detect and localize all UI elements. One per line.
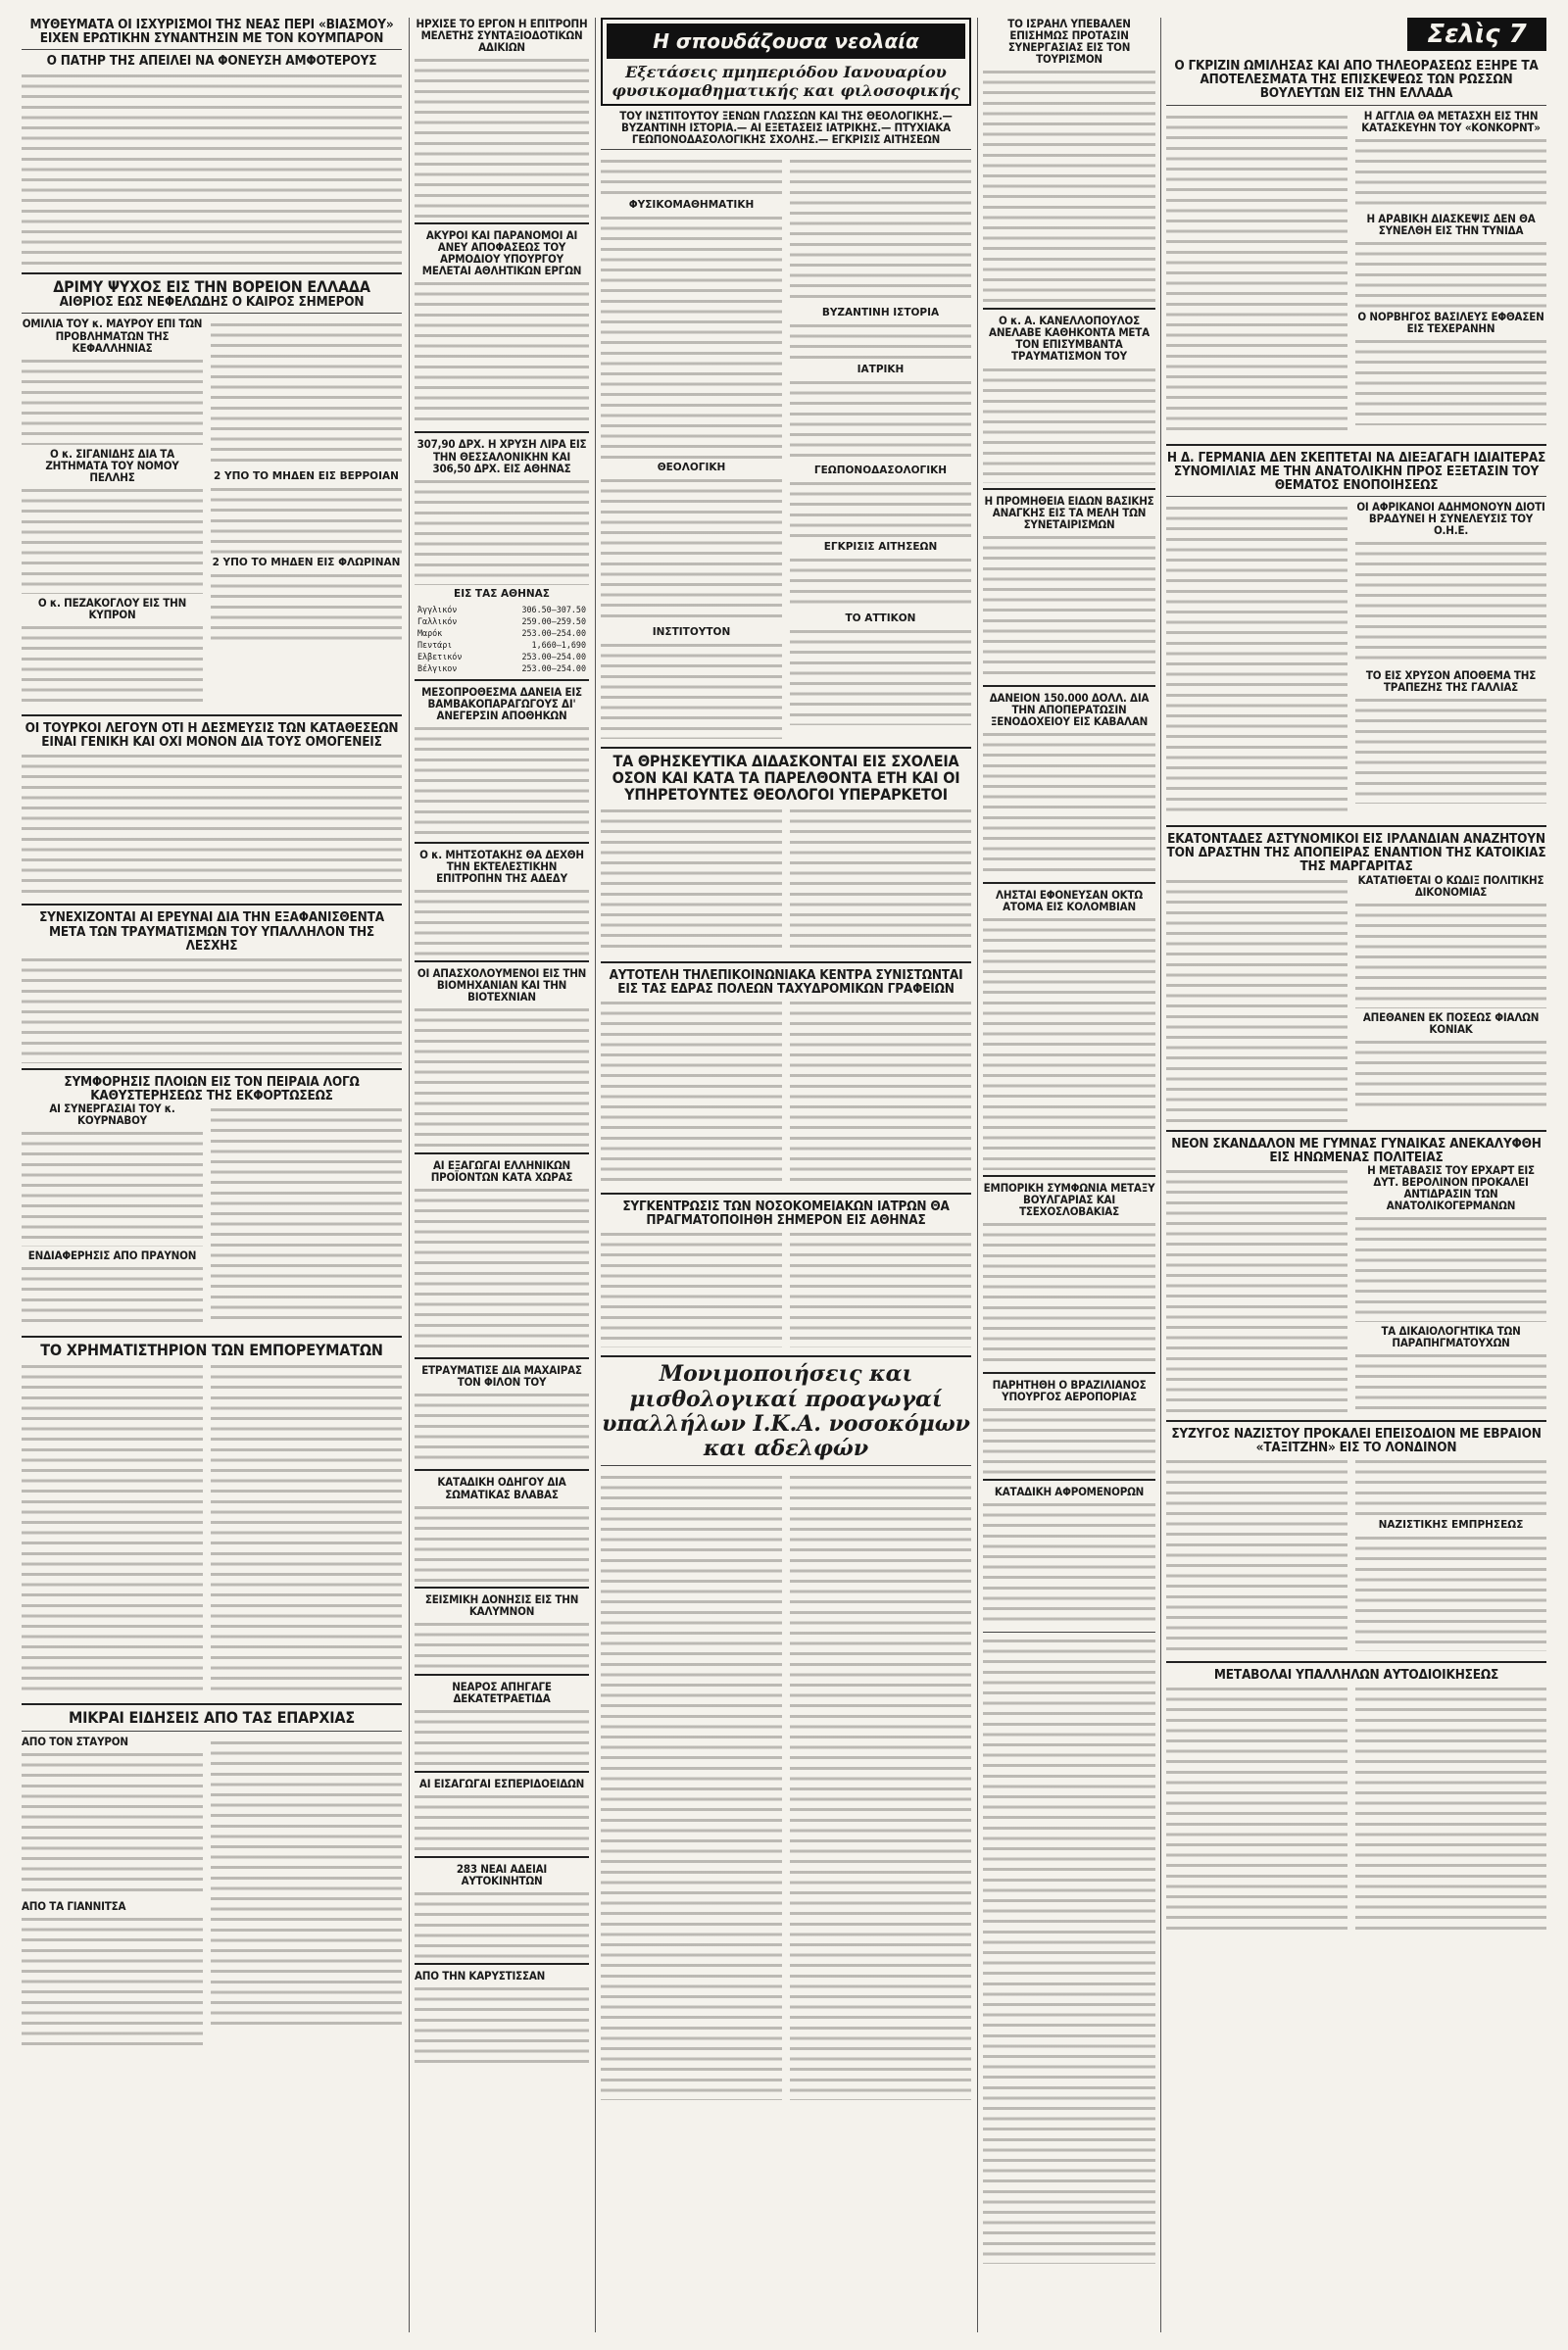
article-body bbox=[1355, 1534, 1546, 1651]
headline: ΗΡΧΙΣΕ ΤΟ ΕΡΓΟΝ Η ΕΠΙΤΡΟΠΗ ΜΕΛΕΤΗΣ ΣΥΝΤΑΞΙΟΔΟΤΙΚΩΝ ΑΔΙΚΙΩΝ bbox=[416, 18, 588, 55]
article-body bbox=[415, 56, 589, 218]
headline: Μονιμοποιήσεις και μισθολογικαί προαγωγαί υπαλλήλων Ι.Κ.Α. νοσοκόμων και αδελφών bbox=[602, 1361, 970, 1462]
article-body bbox=[983, 1500, 1155, 1628]
headline: Η ΑΡΑΒΙΚΗ ΔΙΑΣΚΕΨΙΣ ΔΕΝ ΘΑ ΣΥΝΕΛΘΗ ΕΙΣ ΤΗΝ ΤΥΝΙΔΑ bbox=[1366, 211, 1536, 237]
headline: ΕΚΑΤΟΝΤΑΔΕΣ ΑΣΤΥΝΟΜΙΚΟΙ ΕΙΣ ΙΡΛΑΝΔΙΑΝ ΑΝΑΖΗΤΟΥΝ ΤΟΝ ΔΡΑΣΤΗΝ ΤΗΣ ΑΠΟΠΕΙΡΑΣ ΕΝΑΝΤΙΟΝ ΤΗΣ ΚΑΤΟΙΚΙΑΣ ΤΗΣ ΜΑΡΓΑΡΙΤΑΣ bbox=[1166, 831, 1546, 875]
article-body bbox=[415, 1005, 589, 1148]
headline: Ο ΝΟΡΒΗΓΟΣ ΒΑΣΙΛΕΥΣ ΕΦΘΑΣΕΝ ΕΙΣ ΤΕΧΕΡΑΝΗΝ bbox=[1357, 309, 1544, 335]
article-body bbox=[983, 533, 1155, 680]
article-body bbox=[1355, 1351, 1546, 1410]
headline: ΕΤΡΑΥΜΑΤΙΣΕ ΔΙΑ ΜΑΧΑΙΡΑΣ ΤΟΝ ΦΙΛΟΝ ΤΟΥ bbox=[421, 1363, 582, 1390]
article-body bbox=[790, 556, 971, 610]
headline: 307,90 ΔΡΧ. Η ΧΡΥΣΗ ΛΙΡΑ ΕΙΣ ΤΗΝ ΘΕΣΣΑΛΟΝΙΚΗΝ ΚΑΙ 306,50 ΔΡΧ. ΕΙΣ ΑΘΗΝΑΣ bbox=[416, 437, 587, 475]
section-heading: ΒΥΖΑΝΤΙΝΗ ΙΣΤΟΡΙΑ bbox=[821, 307, 940, 319]
gold-prices-table bbox=[415, 604, 589, 674]
headline: ΤΑ ΔΙΚΑΙΟΛΟΓΗΤΙΚΑ ΤΩΝ ΠΑΡΑΠΗΓΜΑΤΟΥΧΩΝ bbox=[1381, 1324, 1521, 1350]
article-body bbox=[22, 623, 203, 707]
article-body bbox=[415, 477, 589, 585]
article-body bbox=[1355, 901, 1546, 1008]
section-heading: ΓΕΩΠΟΝΟΔΑΣΟΛΟΓΙΚΗ bbox=[813, 465, 948, 477]
article-body bbox=[415, 1792, 589, 1851]
column-4 bbox=[983, 18, 1155, 2332]
table-row: Άγγλικόν 306.50—307.50 bbox=[417, 604, 586, 614]
article-body bbox=[22, 486, 203, 594]
headline: ΜΕΣΟΠΡΟΘΕΣΜΑ ΔΑΝΕΙΑ ΕΙΣ ΒΑΜΒΑΚΟΠΑΡΑΓΩΓΟΥΣ ΔΙ' ΑΝΕΓΕΡΣΙΝ ΑΠΟΘΗΚΩΝ bbox=[421, 684, 582, 722]
article-body bbox=[601, 1230, 782, 1347]
article-body bbox=[22, 955, 402, 1063]
article-body bbox=[415, 1391, 589, 1464]
section-heading: ΦΥΣΙΚΟΜΑΘΗΜΑΤΙΚΗ bbox=[628, 199, 755, 212]
column-2 bbox=[415, 18, 589, 2332]
article-body bbox=[22, 1750, 203, 1897]
table-row: Βέλγικον 253.00—254.00 bbox=[417, 662, 586, 673]
prices-title: ΕΙΣ ΤΑΣ ΑΘΗΝΑΣ bbox=[454, 587, 550, 600]
article-body bbox=[983, 1637, 1155, 2264]
headline: ΟΙ ΤΟΥΡΚΟΙ ΛΕΓΟΥΝ ΟΤΙ Η ΔΕΣΜΕΥΣΙΣ ΤΩΝ ΚΑΤΑΘΕΣΕΩΝ ΕΙΝΑΙ ΓΕΝΙΚΗ ΚΑΙ ΟΧΙ ΜΟΝΟΝ ΔΙΑ ΤΟΥΣ ΟΜΟΓΕΝΕΙΣ bbox=[24, 719, 399, 751]
article-body bbox=[790, 999, 971, 1185]
article-body bbox=[1355, 239, 1546, 308]
article-body bbox=[790, 378, 971, 462]
headline: Ο κ. ΣΙΓΑΝΙΔΗΣ ΔΙΑ ΤΑ ΖΗΤΗΜΑΤΑ ΤΟΥ ΝΟΜΟΥ ΠΕΛΛΗΣ bbox=[45, 446, 179, 484]
headline: ΚΑΤΑΔΙΚΗ ΑΦΡΟΜΕΝΟΡΩΝ bbox=[994, 1485, 1145, 1499]
article-body bbox=[211, 571, 402, 640]
article-body bbox=[415, 279, 589, 426]
headline: ΔΑΝΕΙΟΝ 150.000 ΔΟΛΛ. ΔΙΑ ΤΗΝ ΑΠΟΠΕΡΑΤΩΣΙΝ ΞΕΝΟΔΟΧΕΙΟΥ ΕΙΣ ΚΑΒΑΛΑΝ bbox=[989, 690, 1150, 728]
headline: Η ΠΡΟΜΗΘΕΙΑ ΕΙΔΩΝ ΒΑΣΙΚΗΣ ΑΝΑΓΚΗΣ ΕΙΣ ΤΑ ΜΕΛΗ ΤΩΝ ΣΥΝΕΤΑΙΡΙΣΜΩΝ bbox=[984, 493, 1154, 531]
article-body bbox=[1355, 696, 1546, 804]
article-body bbox=[983, 1220, 1155, 1367]
article-body bbox=[415, 1186, 589, 1352]
article-body bbox=[1166, 1167, 1348, 1412]
headline: ΚΑΤΑΤΙΘΕΤΑΙ Ο ΚΩΔΙΞ ΠΟΛΙΤΙΚΗΣ ΔΙΚΟΝΟΜΙΑΣ bbox=[1357, 872, 1544, 899]
headline: ΛΗΣΤΑΙ ΕΦΟΝΕΥΣΑΝ ΟΚΤΩ ΑΤΟΜΑ ΕΙΣ ΚΟΛΟΜΒΙΑΝ bbox=[996, 887, 1143, 913]
headline: ΑΠΟ ΤΑ ΓΙΑΝΝΙΤΣΑ bbox=[22, 1899, 126, 1914]
headline: Ο κ. ΜΗΤΣΟΤΑΚΗΣ ΘΑ ΔΕΧΘΗ ΤΗΝ ΕΚΤΕΛΕΣΤΙΚΗΝ ΕΠΙΤΡΟΠΗΝ ΤΗΣ ΑΔΕΔΥ bbox=[419, 847, 584, 885]
article-body bbox=[22, 1915, 203, 2052]
article-body bbox=[211, 320, 402, 467]
article-body bbox=[415, 1620, 589, 1669]
article-body bbox=[211, 1738, 402, 2032]
article-body bbox=[1355, 539, 1546, 666]
headline: ΑΙ ΕΞΑΓΩΓΑΙ ΕΛΛΗΝΙΚΩΝ ΠΡΟΪΟΝΤΩΝ ΚΑΤΑ ΧΩΡΑΣ bbox=[430, 1158, 573, 1185]
article-body bbox=[22, 1362, 203, 1695]
headline: ΠΑΡΗΤΗΘΗ Ο ΒΡΑΖΙΛΙΑΝΟΣ ΥΠΟΥΡΓΟΣ ΑΕΡΟΠΟΡΙΑΣ bbox=[992, 1378, 1147, 1404]
article-body bbox=[790, 479, 971, 538]
article-body bbox=[415, 887, 589, 955]
feature-banner bbox=[601, 18, 971, 106]
headline: ΑΠΟ ΤΟΝ ΣΤΑΥΡΟΝ bbox=[22, 1734, 128, 1748]
headline: ΤΟΥ ΙΝΣΤΙΤΟΥΤΟΥ ΞΕΝΩΝ ΓΛΩΣΣΩΝ ΚΑΙ ΤΗΣ ΘΕΟΛΟΓΙΚΗΣ.— ΒΥΖΑΝΤΙΝΗ ΙΣΤΟΡΙΑ.— ΑΙ ΕΞΕΤΑΣΕΙΣ ΙΑΤΡΙΚΗΣ.— ΠΤΥΧΙΑΚΑ ΓΕΩΠΟΝΟΔΑΣΟΛΟΓΙΚΗΣ ΣΧΟΛΗΣ.— ΕΓΚΡΙΣΙΣ ΑΙΤΗΣΕΩΝ bbox=[619, 109, 953, 147]
article-body bbox=[415, 1889, 589, 1958]
article-body bbox=[1166, 113, 1348, 436]
headline: ΜΕΤΑΒΟΛΑΙ ΥΠΑΛΛΗΛΩΝ ΑΥΤΟΔΙΟΙΚΗΣΕΩΣ bbox=[1213, 1667, 1499, 1684]
article-body bbox=[415, 1984, 589, 2063]
section-heading: ΕΓΚΡΙΣΙΣ ΑΙΤΗΣΕΩΝ bbox=[823, 541, 938, 554]
headline: ΝΕΟΝ ΣΚΑΝΔΑΛΟΝ ΜΕ ΓΥΜΝΑΣ ΓΥΝΑΙΚΑΣ ΑΝΕΚΑΛΥΦΘΗ ΕΙΣ ΗΝΩΜΕΝΑΣ ΠΟΛΙΤΕΙΑΣ bbox=[1171, 1135, 1542, 1165]
subheading: 2 ΥΠΟ ΤΟ ΜΗΔΕΝ ΕΙΣ ΒΕΡΡΟΙΑΝ bbox=[214, 470, 399, 483]
headline: ΑΙ ΣΥΝΕΡΓΑΣΙΑΙ ΤΟΥ κ. ΚΟΥΡΝΑΒΟΥ bbox=[49, 1102, 175, 1128]
headline: ΟΙ ΑΦΡΙΚΑΝΟΙ ΑΔΗΜΟΝΟΥΝ ΔΙΟΤΙ ΒΡΑΔΥΝΕΙ Η ΣΥΝΕΛΕΥΣΙΣ ΤΟΥ Ο.Η.Ε. bbox=[1356, 500, 1545, 538]
article-body bbox=[1355, 1038, 1546, 1106]
headline: ΑΠΕΘΑΝΕΝ ΕΚ ΠΟΣΕΩΣ ΦΙΑΛΩΝ ΚΟΝΙΑΚ bbox=[1362, 1009, 1540, 1036]
article-body bbox=[1355, 136, 1546, 210]
article-body bbox=[983, 68, 1155, 303]
article-body bbox=[1166, 504, 1348, 817]
headline: Ο ΠΑΤΗΡ ΤΗΣ ΑΠΕΙΛΕΙ ΝΑ ΦΟΝΕΥΣΗ ΑΜΦΟΤΕΡΟΥΣ bbox=[46, 53, 377, 70]
headline: ΣΥΝΕΧΙΖΟΝΤΑΙ ΑΙ ΕΡΕΥΝΑΙ ΔΙΑ ΤΗΝ ΕΞΑΦΑΝΙΣΘΕΝΤΑ ΜΕΤΑ ΤΩΝ ΤΡΑΥΜΑΤΙΣΜΩΝ ΤΟΥ ΥΠΑΛΛΗΛΟΝ ΤΗΣ ΛΕΣΧΗΣ bbox=[39, 909, 384, 954]
headline: ΕΝΔΙΑΦΕΡΗΣΙΣ ΑΠΟ ΠΡΑΥΝΟΝ bbox=[27, 1248, 197, 1263]
headline: ΑΥΤΟΤΕΛΗ ΤΗΛΕΠΙΚΟΙΝΩΝΙΑΚΑ ΚΕΝΤΡΑ ΣΥΝΙΣΤΩΝΤΑΙ ΕΙΣ ΤΑΣ ΕΔΡΑΣ ΠΟΛΕΩΝ ΤΑΧΥΔΡΟΜΙΚΩΝ ΓΡΑΦΕΙΩΝ bbox=[609, 966, 963, 997]
headline: ΚΑΤΑΔΙΚΗ ΟΔΗΓΟΥ ΔΙΑ ΣΩΜΑΤΙΚΑΣ ΒΛΑΒΑΣ bbox=[437, 1475, 566, 1501]
table-row: Ελβετικόν 253.00—254.00 bbox=[417, 651, 586, 661]
headline: ΜΙΚΡΑΙ ΕΙΔΗΣΕΙΣ ΑΠΟ ΤΑΣ ΕΠΑΡΧΙΑΣ bbox=[69, 1708, 355, 1728]
table-row: Γαλλικόν 259.00—259.50 bbox=[417, 615, 586, 626]
article-body bbox=[415, 724, 589, 837]
column-1 bbox=[22, 18, 402, 2332]
article-body bbox=[601, 214, 782, 459]
article-body bbox=[22, 357, 203, 445]
article-body bbox=[211, 1105, 402, 1321]
column-5 bbox=[1166, 18, 1546, 2332]
banner-subtitle: Εξετάσεις πμηπεριόδου Ιανουαρίου φυσικομαθηματικής και φιλοσοφικής bbox=[612, 63, 960, 100]
article-body bbox=[415, 1503, 589, 1582]
article-body bbox=[211, 485, 402, 554]
article-body bbox=[1355, 1214, 1546, 1322]
article-body bbox=[790, 1230, 971, 1347]
headline: ΑΚΥΡΟΙ ΚΑΙ ΠΑΡΑΝΟΜΟΙ ΑΙ ΑΝΕΥ ΑΠΟΦΑΣΕΩΣ ΤΟΥ ΑΡΜΟΔΙΟΥ ΥΠΟΥΡΓΟΥ ΜΕΛΕΤΑΙ ΑΘΛΗΤΙΚΩΝ ΕΡΓΩΝ bbox=[421, 228, 582, 278]
headline: ΣΕΙΣΜΙΚΗ ΔΟΝΗΣΙΣ ΕΙΣ ΤΗΝ ΚΑΛΥΜΝΟΝ bbox=[424, 1591, 579, 1618]
article-body bbox=[983, 366, 1155, 483]
article-body bbox=[601, 476, 782, 623]
article-body bbox=[790, 157, 971, 304]
subheading: ΝΑΖΙΣΤΙΚΗΣ ΕΜΠΡΗΣΕΩΣ bbox=[1378, 1519, 1524, 1532]
article-body bbox=[415, 1707, 589, 1766]
headline: ΟΜΙΛΙΑ ΤΟΥ κ. ΜΑΥΡΟΥ ΕΠΙ ΤΩΝ ΠΡΟΒΛΗΜΑΤΩΝ ΤΗΣ ΚΕΦΑΛΛΗΝΙΑΣ bbox=[22, 317, 203, 355]
article-body bbox=[983, 915, 1155, 1170]
article-body bbox=[22, 752, 402, 899]
headline: ΣΥΓΚΕΝΤΡΩΣΙΣ ΤΩΝ ΝΟΣΟΚΟΜΕΙΑΚΩΝ ΙΑΤΡΩΝ ΘΑ ΠΡΑΓΜΑΤΟΠΟΙΗΘΗ ΣΗΜΕΡΟΝ ΕΙΣ ΑΘΗΝΑΣ bbox=[622, 1198, 950, 1229]
headline: Η ΑΓΓΛΙΑ ΘΑ ΜΕΤΑΣΧΗ ΕΙΣ ΤΗΝ ΚΑΤΑΣΚΕΥΗΝ ΤΟΥ «ΚΟΝΚΟΡΝΤ» bbox=[1361, 108, 1541, 134]
column-3 bbox=[601, 18, 971, 2332]
article-body bbox=[601, 157, 782, 196]
headline: ΔΡΙΜΥ ΨΥΧΟΣ ΕΙΣ ΤΗΝ ΒΟΡΕΙΟΝ ΕΛΛΑΔΑ bbox=[53, 276, 370, 296]
headline: ΑΙΘΡΙΟΣ ΕΩΣ ΝΕΦΕΛΩΔΗΣ Ο ΚΑΙΡΟΣ ΣΗΜΕΡΟΝ bbox=[59, 294, 365, 311]
headline: ΤΟ ΕΙΣ ΧΡΥΣΟΝ ΑΠΟΘΕΜΑ ΤΗΣ ΤΡΑΠΕΖΗΣ ΤΗΣ ΓΑΛΛΙΑΣ bbox=[1365, 668, 1537, 695]
article-body bbox=[1166, 877, 1348, 1122]
section-heading: ΘΕΟΛΟΓΙΚΗ bbox=[657, 462, 726, 474]
headline: 283 ΝΕΑΙ ΑΔΕΙΑΙ ΑΥΤΟΚΙΝΗΤΩΝ bbox=[456, 1861, 548, 1887]
section-heading: ΙΑΤΡΙΚΗ bbox=[857, 364, 905, 376]
article-body bbox=[1166, 1457, 1348, 1653]
headline: Η ΜΕΤΑΒΑΣΙΣ ΤΟΥ ΕΡΧΑΡΤ ΕΙΣ ΔΥΤ. ΒΕΡΟΛΙΝΟΝ ΠΡΟΚΑΛΕΙ ΑΝΤΙΔΡΑΣΙΝ ΤΩΝ ΑΝΑΤΟΛΙΚΟΓΕΡΜΑΝΩΝ bbox=[1367, 1162, 1535, 1213]
article-body bbox=[1166, 1685, 1348, 1930]
column-rule bbox=[409, 18, 410, 2332]
headline: ΟΙ ΑΠΑΣΧΟΛΟΥΜΕΝΟΙ ΕΙΣ ΤΗΝ ΒΙΟΜΗΧΑΝΙΑΝ ΚΑΙ ΤΗΝ ΒΙΟΤΕΧΝΙΑΝ bbox=[416, 966, 587, 1004]
article-body bbox=[601, 641, 782, 739]
headline: ΜΥΘΕΥΜΑΤΑ ΟΙ ΙΣΧΥΡΙΣΜΟΙ ΤΗΣ ΝΕΑΣ ΠΕΡΙ «ΒΙΑΣΜΟΥ» ΕΙΧΕΝ ΕΡΩΤΙΚΗΝ ΣΥΝΑΝΤΗΣΙΝ ΜΕ ΤΟΝ ΚΟΥΜΠΑΡΟΝ bbox=[29, 18, 394, 47]
article-body bbox=[790, 321, 971, 361]
article-body bbox=[22, 72, 402, 268]
headline: ΑΠΟ ΤΗΝ ΚΑΡΥΣΤΙΣΣΑΝ bbox=[415, 1969, 546, 1983]
page-number-tag: Σελὶς 7 bbox=[1407, 18, 1546, 51]
headline: Ο κ. ΠΕΖΑΚΟΓΛΟΥ ΕΙΣ ΤΗΝ ΚΥΠΡΟΝ bbox=[37, 595, 187, 621]
article-body bbox=[22, 1264, 203, 1328]
headline: Ο κ. Α. ΚΑΝΕΛΛΟΠΟΥΛΟΣ ΑΝΕΛΑΒΕ ΚΑΘΗΚΟΝΤΑ ΜΕΤΑ ΤΟΝ ΕΠΙΣΥΜΒΑΝΤΑ ΤΡΑΥΜΑΤΙΣΜΟΝ ΤΟΥ bbox=[989, 314, 1150, 364]
column-rule bbox=[977, 18, 978, 2332]
article-body bbox=[790, 1473, 971, 2100]
article-body bbox=[983, 730, 1155, 877]
article-body bbox=[1355, 337, 1546, 425]
section-heading: ΤΟ ΑΤΤΙΚΟΝ bbox=[845, 612, 916, 625]
column-rule bbox=[595, 18, 596, 2332]
headline: Ο ΓΚΡΙΖΙΝ ΩΜΙΛΗΣΑΣ ΚΑΙ ΑΠΟ ΤΗΛΕΟΡΑΣΕΩΣ ΕΞΗΡΕ ΤΑ ΑΠΟΤΕΛΕΣΜΑΤΑ ΤΗΣ ΕΠΙΣΚΕΨΕΩΣ ΤΩΝ ΡΩΣΣΩΝ ΒΟΥΛΕΥΤΩΝ ΕΙΣ ΤΗΝ ΕΛΛΑΔΑ bbox=[1174, 58, 1539, 102]
section-heading: ΙΝΣΤΙΤΟΥΤΟΝ bbox=[652, 626, 731, 639]
banner-title: Η σπουδάζουσα νεολαία bbox=[607, 24, 965, 59]
headline: ΤΟ ΧΡΗΜΑΤΙΣΤΗΡΙΟΝ ΤΩΝ ΕΜΠΟΡΕΥΜΑΤΩΝ bbox=[40, 1341, 383, 1360]
article-body bbox=[211, 1362, 402, 1695]
headline: ΕΜΠΟΡΙΚΗ ΣΥΜΦΩΝΙΑ ΜΕΤΑΞΥ ΒΟΥΛΓΑΡΙΑΣ ΚΑΙ ΤΣΕΧΟΣΛΟΒΑΚΙΑΣ bbox=[983, 1181, 1155, 1219]
article-body bbox=[790, 627, 971, 725]
article-body bbox=[983, 1405, 1155, 1474]
article-body bbox=[601, 999, 782, 1185]
headline: ΤΟ ΙΣΡΑΗΛ ΥΠΕΒΑΛΕΝ ΕΠΙΣΗΜΩΣ ΠΡΟΤΑΣΙΝ ΣΥΝΕΡΓΑΣΙΑΣ ΕΙΣ ΤΟΝ ΤΟΥΡΙΣΜΟΝ bbox=[1007, 18, 1131, 67]
article-body bbox=[790, 807, 971, 954]
headline: ΣΥΖΥΓΟΣ ΝΑΖΙΣΤΟΥ ΠΡΟΚΑΛΕΙ ΕΠΕΙΣΟΔΙΟΝ ΜΕ ΕΒΡΑΙΟΝ «ΤΑΞΙΤΖΗΝ» ΕΙΣ ΤΟ ΛΟΝΔΙΝΟΝ bbox=[1171, 1425, 1542, 1456]
headline: ΑΙ ΕΙΣΑΓΩΓΑΙ ΕΣΠΕΡΙΔΟΕΙΔΩΝ bbox=[418, 1776, 585, 1790]
headline: Η Δ. ΓΕΡΜΑΝΙΑ ΔΕΝ ΣΚΕΠΤΕΤΑΙ ΝΑ ΔΙΕΞΑΓΑΓΗ ΙΔΙΑΙΤΕΡΑΣ ΣΥΝΟΜΙΛΙΑΣ ΜΕ ΤΗΝ ΑΝΑΤΟΛΙΚΗΝ ΠΡΟΣ ΕΞΕΤΑΣΙΝ ΤΟΥ ΘΕΜΑΤΟΣ ΕΝΟΠΟΙΗΣΕΩΣ bbox=[1166, 449, 1546, 493]
article-body bbox=[1355, 1685, 1546, 1930]
table-row: Μαρόκ 253.00—254.00 bbox=[417, 627, 586, 638]
headline: ΣΥΜΦΟΡΗΣΙΣ ΠΛΟΙΩΝ ΕΙΣ ΤΟΝ ΠΕΙΡΑΙΑ ΛΟΓΩ ΚΑΘΥΣΤΕΡΗΣΕΩΣ ΤΗΣ ΕΚΦΟΡΤΩΣΕΩΣ bbox=[64, 1073, 360, 1104]
article-body bbox=[22, 1129, 203, 1247]
table-row: Πεντάρι 1,660—1,690 bbox=[417, 639, 586, 650]
headline: ΤΑ ΘΡΗΣΚΕΥΤΙΚΑ ΔΙΔΑΣΚΟΝΤΑΙ ΕΙΣ ΣΧΟΛΕΙΑ ΟΣΟΝ ΚΑΙ ΚΑΤΑ ΤΑ ΠΑΡΕΛΘΟΝΤΑ ΕΤΗ ΚΑΙ ΟΙ ΥΠΗΡΕΤΟΥΝΤΕΣ ΘΕΟΛΟΓΟΙ ΥΠΕΡΑΡΚΕΤΟΙ bbox=[612, 752, 960, 804]
subheading: 2 ΥΠΟ ΤΟ ΜΗΔΕΝ ΕΙΣ ΦΛΩΡΙΝΑΝ bbox=[212, 557, 401, 569]
column-rule bbox=[1160, 18, 1161, 2332]
article-body bbox=[601, 807, 782, 954]
article-body bbox=[601, 1473, 782, 2100]
newspaper-page bbox=[22, 18, 1546, 2332]
article-body bbox=[1355, 1457, 1546, 1516]
headline: ΝΕΑΡΟΣ ΑΠΗΓΑΓΕ ΔΕΚΑΤΕΤΡΑΕΤΙΔΑ bbox=[452, 1679, 552, 1705]
